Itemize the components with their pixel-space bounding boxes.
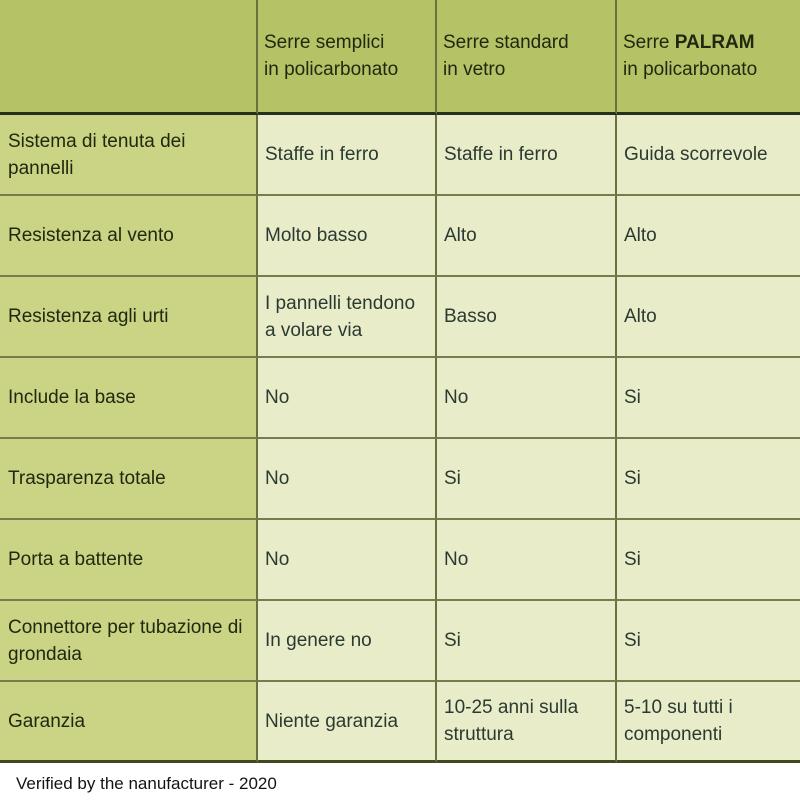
column-header-line2: in policarbonato (264, 59, 399, 80)
table-cell: No (258, 439, 437, 520)
table-cell: Alto (437, 196, 617, 277)
row-label-connettore-grondaia: Connettore per tubazione di grondaia (0, 601, 258, 682)
table-cell: No (258, 358, 437, 439)
table-cell: 10-25 anni sulla struttura (437, 682, 617, 763)
row-label-resistenza-al-vento: Resistenza al vento (0, 196, 258, 277)
table-cell: Si (617, 601, 800, 682)
brand-prefix: Serre (623, 32, 675, 53)
table-cell: Alto (617, 196, 800, 277)
column-header-line1 (623, 29, 796, 56)
table-cell: In genere no (258, 601, 437, 682)
table-cell: Alto (617, 277, 800, 358)
column-header-serre-semplici (258, 0, 437, 115)
row-label-garanzia: Garanzia (0, 682, 258, 763)
table-cell: I pannelli tendono a volare via (258, 277, 437, 358)
table-cell: Molto basso (258, 196, 437, 277)
table-cell: Staffe in ferro (437, 115, 617, 196)
column-header-serre-standard (437, 0, 617, 115)
table-cell: No (258, 520, 437, 601)
table-cell: 5-10 su tutti i componenti (617, 682, 800, 763)
column-header-line2: in vetro (443, 59, 506, 80)
column-header-line1: Serre semplici (264, 32, 385, 53)
row-label-resistenza-agli-urti: Resistenza agli urti (0, 277, 258, 358)
brand-name: PALRAM (674, 32, 755, 53)
table-cell: No (437, 358, 617, 439)
table-cell: Si (617, 520, 800, 601)
table-cell: Basso (437, 277, 617, 358)
table-cell: Niente garanzia (258, 682, 437, 763)
table-cell: Staffe in ferro (258, 115, 437, 196)
row-label-porta-a-battente: Porta a battente (0, 520, 258, 601)
column-header-line1: Serre standard (443, 32, 569, 53)
column-header-serre-palram (617, 0, 800, 115)
corner-cell (0, 0, 258, 115)
footer-note: Verified by the nanufacturer - 2020 (16, 774, 277, 793)
table-cell: Si (437, 439, 617, 520)
table-cell: Si (617, 439, 800, 520)
row-label-include-la-base: Include la base (0, 358, 258, 439)
table-cell: No (437, 520, 617, 601)
row-label-sistema-di-tenuta: Sistema di tenuta dei pannelli (0, 115, 258, 196)
column-header-line2: in policarbonato (623, 59, 758, 80)
table-cell: Guida scorrevole (617, 115, 800, 196)
table-cell: Si (617, 358, 800, 439)
table-cell: Si (437, 601, 617, 682)
row-label-trasparenza-totale: Trasparenza totale (0, 439, 258, 520)
